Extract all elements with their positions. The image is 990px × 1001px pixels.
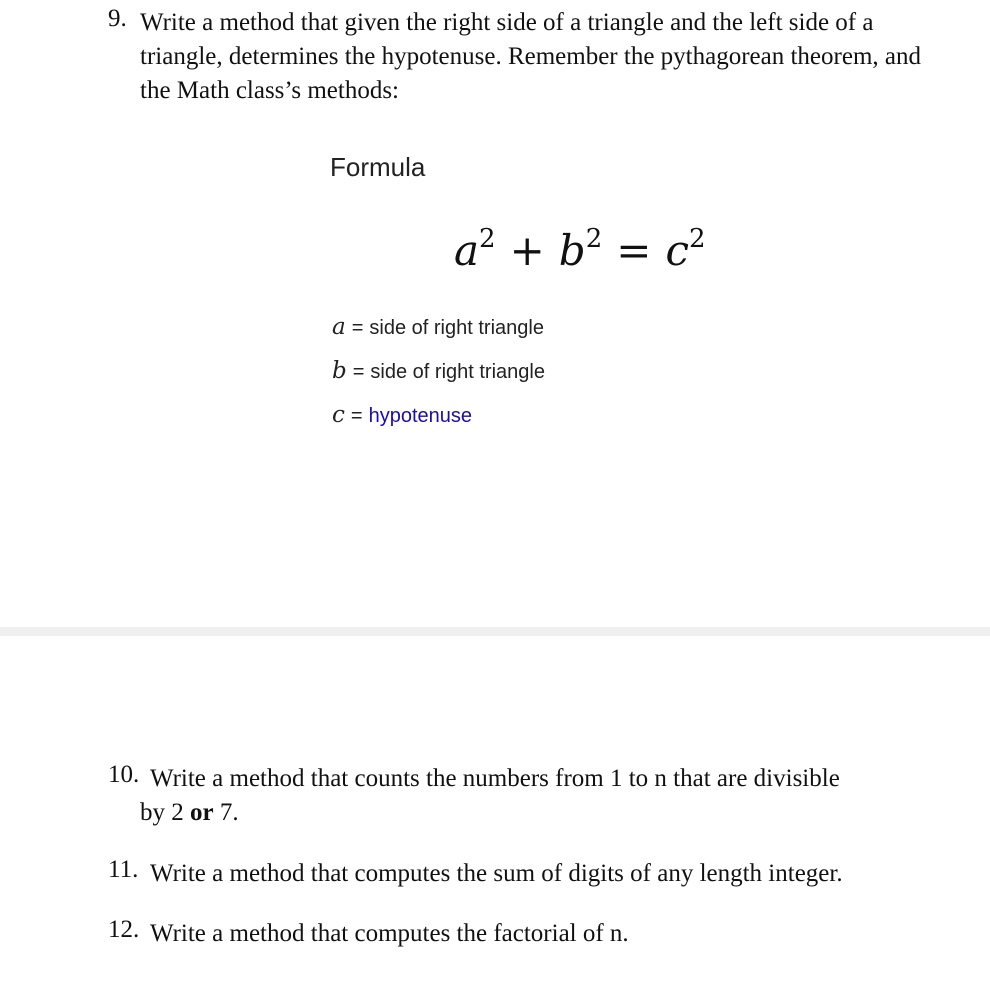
question-11 [108, 857, 950, 891]
legend-description: side of right triangle [370, 361, 545, 383]
legend-description: side of right triangle [369, 317, 544, 339]
plus-sign: + [509, 226, 545, 275]
legend-symbol: b [332, 358, 347, 384]
line2-pre: by 2 [140, 799, 190, 826]
legend-equals: = [350, 405, 363, 427]
section-divider [0, 627, 990, 636]
question-number: 10. [108, 761, 140, 788]
exponent: 2 [688, 224, 706, 254]
equals-sign: = [616, 226, 652, 275]
question-number: 12. [108, 916, 140, 943]
question-number: 9. [108, 5, 127, 32]
question-9 [108, 6, 950, 108]
var-a: a [454, 226, 480, 275]
var-c: c [665, 226, 689, 275]
legend-item-a [332, 314, 544, 340]
question-text-line2 [140, 796, 950, 830]
var-b: b [558, 226, 586, 275]
question-text [108, 762, 950, 830]
line2-post: 7. [213, 799, 239, 826]
question-number: 11. [108, 856, 139, 883]
question-12 [108, 917, 950, 951]
exponent: 2 [585, 224, 603, 254]
line2-bold: or [190, 799, 214, 826]
question-10 [108, 762, 950, 830]
legend-item-b [332, 358, 545, 384]
exponent: 2 [479, 224, 496, 254]
legend-equals: = [351, 317, 364, 339]
pythagorean-equation [454, 226, 706, 275]
legend-item-c [332, 402, 472, 428]
formula-card [318, 138, 728, 456]
formula-title: Formula [330, 152, 426, 182]
question-text-line1: Write a method that counts the numbers from 1 to n that are divisible [150, 765, 840, 792]
question-text: Write a method that computes the sum of digits of any length integer. [150, 860, 843, 887]
legend-symbol: a [332, 314, 346, 340]
question-text: Write a method that computes the factorial of n. [150, 920, 629, 947]
hypotenuse-link[interactable]: hypotenuse [368, 405, 472, 427]
question-text: Write a method that given the right side of a triangle and the left side of a triangle, determines the hypotenuse. Remember the pythagorean theorem, and the Math class’s methods: [140, 9, 921, 104]
legend-equals: = [352, 361, 365, 383]
legend-symbol: c [332, 402, 345, 428]
